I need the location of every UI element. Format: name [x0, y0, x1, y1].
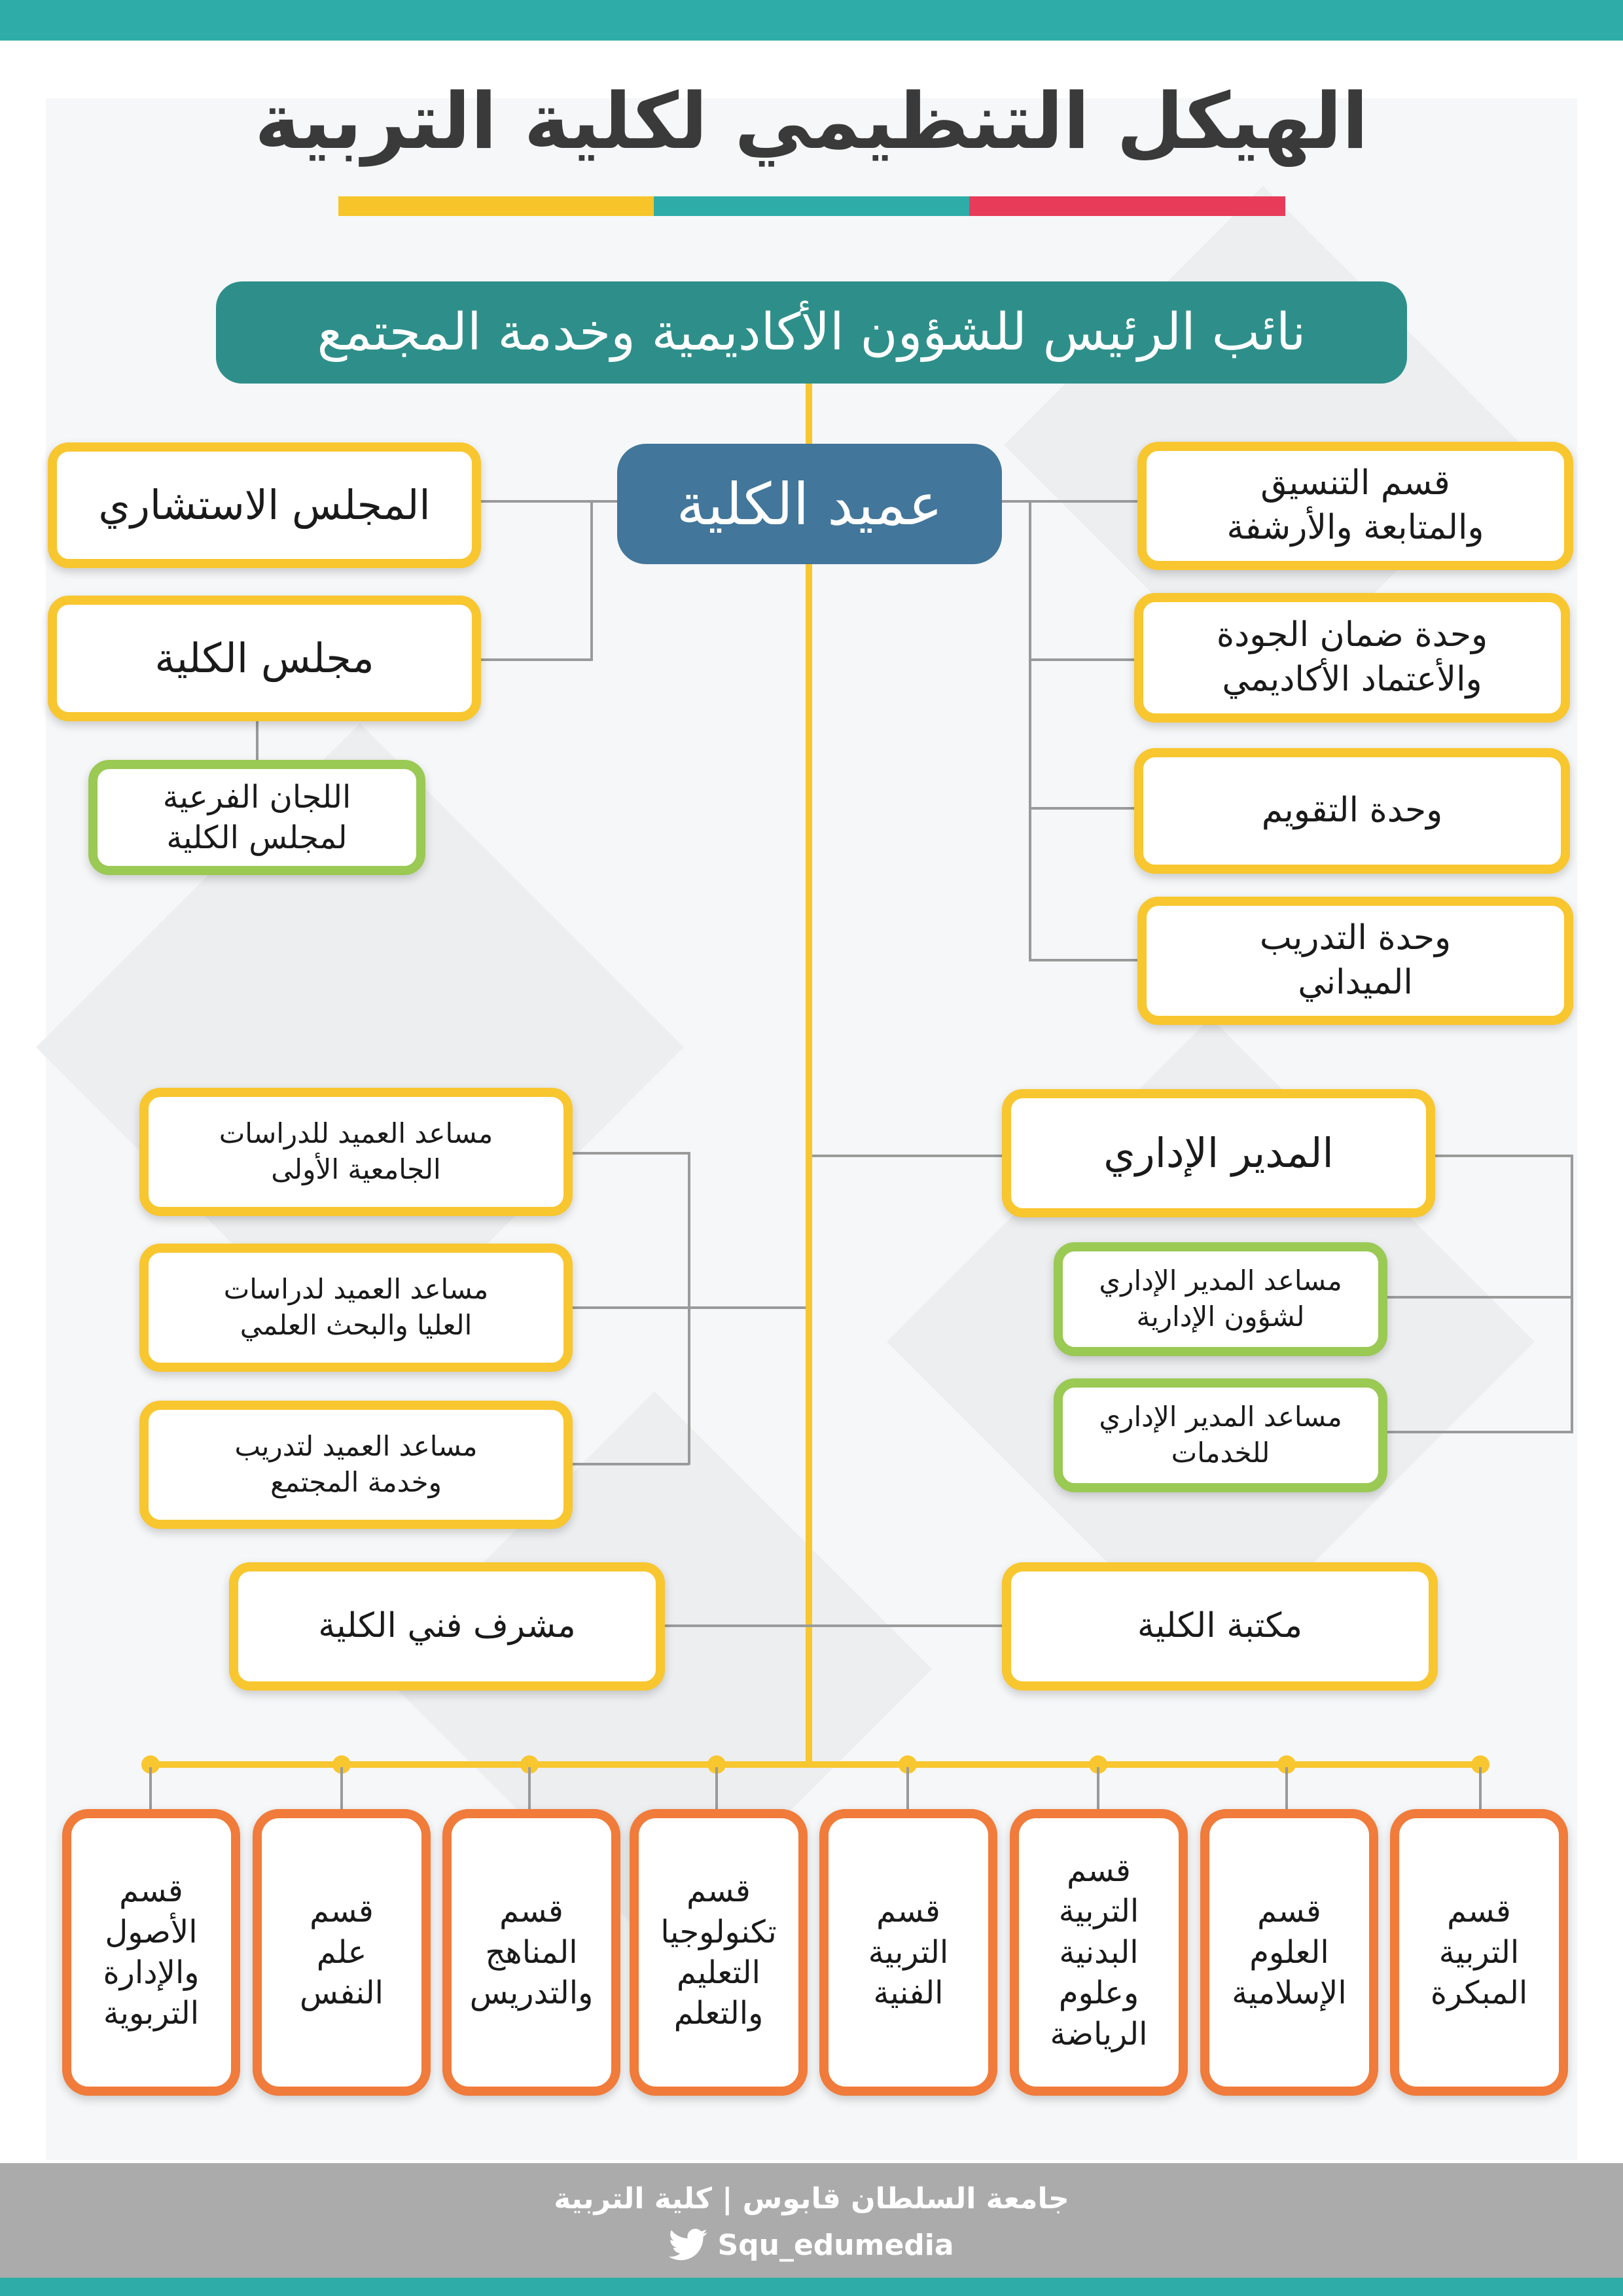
- connector: [590, 500, 593, 661]
- top-bar: [0, 0, 1623, 41]
- connector: [573, 1152, 689, 1155]
- connector: [573, 1306, 806, 1309]
- coordination-unit-node: قسم التنسيق والمتابعة والأرشفة: [1137, 442, 1573, 570]
- bottom-bar: [0, 2278, 1623, 2296]
- assistant-admin-affairs-node: مساعد المدير الإداري لشؤون الإدارية: [1054, 1242, 1387, 1356]
- title-underline-yellow: [338, 196, 654, 216]
- department-node: قسم التربية البدنية وعلوم الرياضة: [1010, 1809, 1188, 2096]
- department-node: قسم التربية الفنية: [819, 1809, 997, 2096]
- connector: [256, 721, 259, 760]
- connector: [528, 1767, 531, 1812]
- vice-president-node: نائب الرئيس للشؤون الأكاديمية وخدمة المجتمع: [216, 281, 1407, 384]
- connector: [1386, 1431, 1573, 1433]
- quality-assurance-unit-node: وحدة ضمان الجودة والأعتماد الأكاديمي: [1134, 593, 1570, 723]
- department-node: قسم علم النفس: [253, 1809, 431, 2096]
- connector: [1029, 500, 1031, 961]
- connector: [1386, 1296, 1573, 1299]
- connector: [662, 1624, 1002, 1627]
- connector: [715, 1767, 718, 1812]
- department-node: قسم التربية المبكرة: [1390, 1809, 1568, 2096]
- connector: [1097, 1767, 1099, 1812]
- dean-node: عميد الكلية: [617, 444, 1002, 564]
- college-council-node: مجلس الكلية: [48, 596, 481, 721]
- connector: [340, 1767, 343, 1812]
- connector: [1285, 1767, 1288, 1812]
- title-underline-teal: [654, 196, 969, 216]
- footer-handle[interactable]: Squ_edumedia: [717, 2228, 954, 2262]
- twitter-bird-icon: [669, 2229, 708, 2261]
- main-connector: [806, 384, 812, 1765]
- department-node: قسم المناهج والتدريس: [442, 1809, 620, 2096]
- footer-social: [671, 2225, 952, 2265]
- connector: [1029, 959, 1140, 961]
- connector: [1435, 1155, 1573, 1157]
- administrative-director-node: المدير الإداري: [1002, 1089, 1435, 1217]
- department-node: قسم العلوم الإسلامية: [1200, 1809, 1378, 2096]
- connector: [1029, 807, 1137, 810]
- connector: [1029, 658, 1137, 661]
- connector: [1002, 500, 1139, 503]
- field-training-unit-node: وحدة التدريب الميداني: [1137, 897, 1573, 1025]
- assistant-admin-services-node: مساعد المدير الإداري للخدمات: [1054, 1378, 1387, 1492]
- library-node: مكتبة الكلية: [1002, 1562, 1438, 1691]
- connector: [1479, 1767, 1482, 1812]
- connector: [149, 1767, 152, 1812]
- footer-university: جامعة السلطان قابوس | كلية التربية: [554, 2182, 1069, 2215]
- connector: [906, 1767, 909, 1812]
- evaluation-unit-node: وحدة التقويم: [1134, 748, 1570, 874]
- assistant-dean-postgraduate-node: مساعد العميد لدراسات العليا والبحث العلمي: [139, 1244, 573, 1372]
- connector: [812, 1155, 1003, 1157]
- department-node: قسم الأصول والإدارة التربوية: [62, 1809, 240, 2096]
- connector: [481, 500, 617, 503]
- title-underline-red: [969, 196, 1285, 216]
- connector: [481, 658, 592, 661]
- advisory-council-node: المجلس الاستشاري: [48, 442, 481, 568]
- technical-supervisor-node: مشرف فني الكلية: [229, 1562, 665, 1691]
- assistant-dean-community-node: مساعد العميد لتدريب وخدمة المجتمع: [139, 1401, 573, 1529]
- connector: [573, 1463, 689, 1465]
- department-node: قسم تكنولوجيا التعليم والتعلم: [630, 1809, 808, 2096]
- page-title: الهيكل التنظيمي لكلية التربية: [255, 76, 1368, 166]
- connector: [1571, 1155, 1573, 1433]
- sub-committees-node: اللجان الفرعية لمجلس الكلية: [88, 760, 425, 875]
- assistant-dean-undergraduate-node: مساعد العميد للدراسات الجامعية الأولى: [139, 1088, 573, 1216]
